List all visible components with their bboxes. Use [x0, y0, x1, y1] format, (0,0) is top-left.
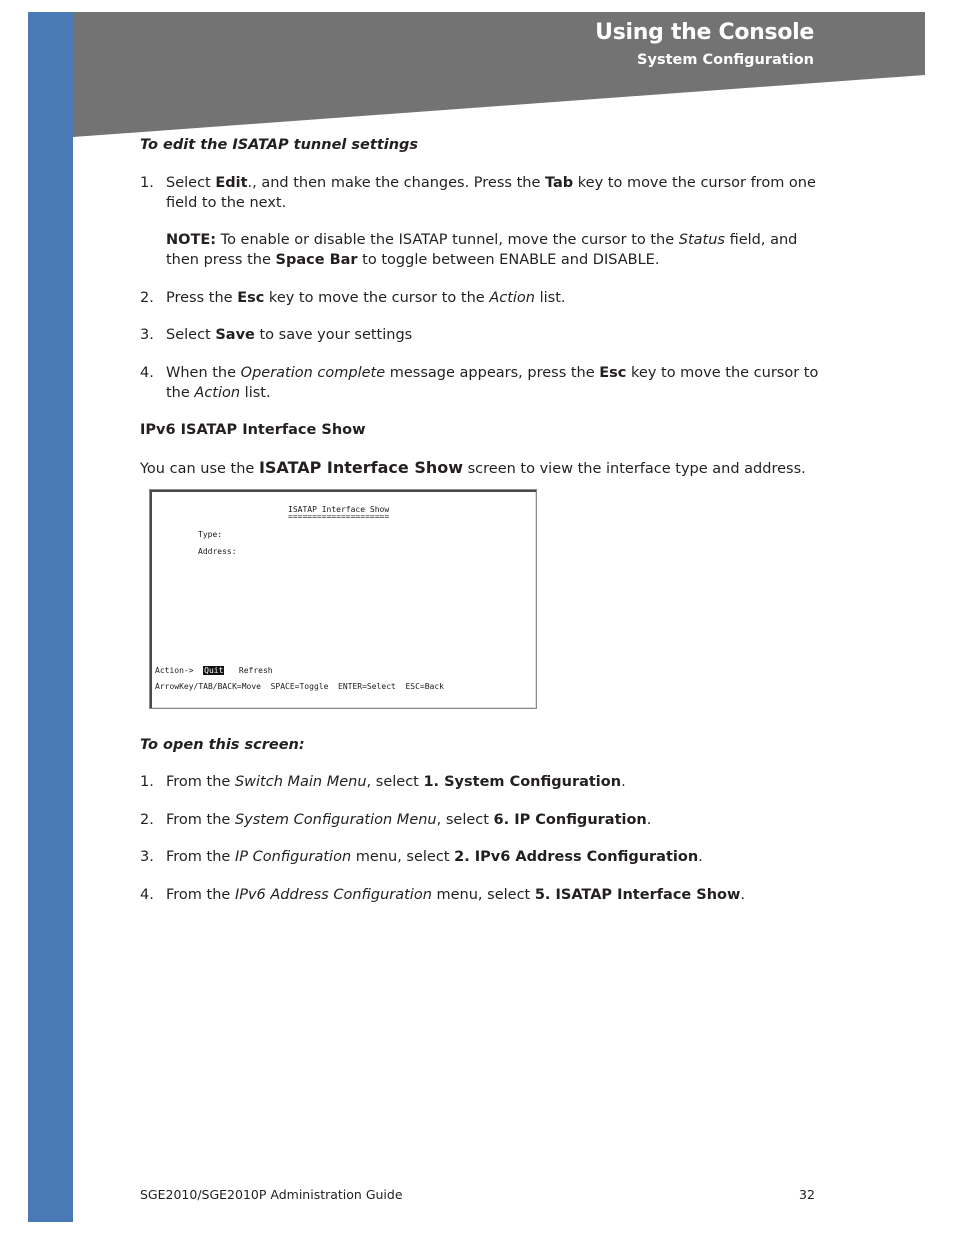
- console-refresh-option: Refresh: [238, 666, 273, 675]
- step-text: From the IP Configuration menu, select 2. IPv6 Address Configuration.: [166, 849, 703, 865]
- section-heading-open-screen: To open this screen:: [140, 737, 305, 753]
- step-text: Select Edit., and then make the changes. Press the Tab key to move the cursor from one field to the next.: [166, 175, 816, 211]
- step-text: From the IPv6 Address Configuration menu, select 5. ISATAP Interface Show.: [166, 887, 746, 903]
- step-text: Select Save to save your settings: [166, 327, 413, 343]
- section-intro: You can use the ISATAP Interface Show screen to view the interface type and address.: [140, 458, 806, 477]
- console-screenshot: [149, 489, 537, 709]
- step-number: 3.: [140, 849, 154, 865]
- step-text: From the System Configuration Menu, select 6. IP Configuration.: [166, 812, 652, 828]
- section-heading-isatap-interface-show: IPv6 ISATAP Interface Show: [140, 422, 366, 438]
- console-type-label: Type:: [198, 530, 223, 539]
- step-number: 1.: [140, 175, 154, 191]
- step-number: 1.: [140, 774, 154, 790]
- console-title: ISATAP Interface Show: [288, 505, 390, 514]
- note-label: NOTE:: [166, 232, 217, 248]
- note-text: NOTE: To enable or disable the ISATAP tunnel, move the cursor to the Status field, and then press the Space Bar to toggle between ENABLE and DISABLE.: [166, 232, 798, 268]
- step-number: 2.: [140, 812, 154, 828]
- step-text: When the Operation complete message appears, press the Esc key to move the cursor to the Action list.: [166, 365, 819, 401]
- header-subtitle: System Configuration: [637, 52, 814, 68]
- step-text: From the Switch Main Menu, select 1. System Configuration.: [166, 774, 626, 790]
- console-address-label: Address:: [198, 547, 237, 556]
- console-quit-option: Quit: [204, 666, 224, 675]
- page-sidebar-stripe: [28, 12, 73, 1222]
- console-action-line: [155, 666, 273, 675]
- step-number: 4.: [140, 365, 154, 381]
- console-title-underline: =====================: [288, 512, 390, 521]
- step-text: Press the Esc key to move the cursor to the Action list.: [166, 290, 566, 306]
- footer-guide-title: SGE2010/SGE2010P Administration Guide: [140, 1187, 403, 1202]
- console-help-line: ArrowKey/TAB/BACK=Move SPACE=Toggle ENTER=Select ESC=Back: [155, 682, 444, 691]
- console-action-label: Action->: [155, 666, 194, 675]
- footer-page-number: 32: [799, 1187, 815, 1202]
- step-number: 3.: [140, 327, 154, 343]
- step-number: 2.: [140, 290, 154, 306]
- section-heading-edit-isatap: To edit the ISATAP tunnel settings: [140, 137, 419, 153]
- header-title: Using the Console: [595, 20, 814, 45]
- step-number: 4.: [140, 887, 154, 903]
